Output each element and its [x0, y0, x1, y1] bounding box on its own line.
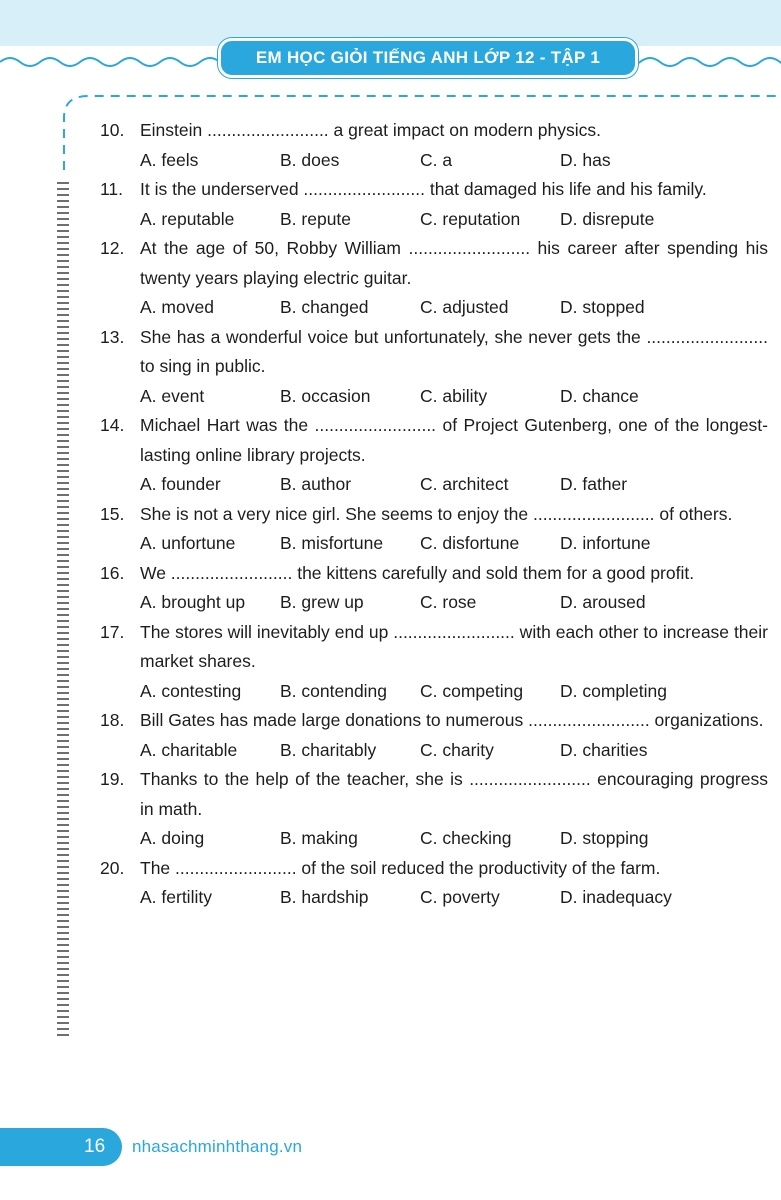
- option-a: A. contesting: [140, 680, 242, 701]
- option-a: A. brought up: [140, 592, 246, 612]
- option-a: A. moved: [140, 297, 214, 317]
- option-c: C. architect: [420, 474, 509, 494]
- question-list: [100, 116, 768, 913]
- option-b: B. hardship: [280, 887, 369, 907]
- question-number: 12.: [100, 238, 125, 258]
- question-text: She has a wonderful voice but unfortunately, she never gets the ......................... to sing in public.: [140, 326, 768, 376]
- question-number: 11.: [100, 179, 124, 199]
- question-number: 19.: [100, 769, 125, 789]
- question-item: [100, 116, 768, 175]
- question-text: Thanks to the help of the teacher, she is ......................... encouraging progress in math.: [140, 769, 768, 819]
- question-item: [100, 411, 768, 500]
- question-item: [100, 500, 768, 559]
- question-number: 10.: [100, 120, 125, 140]
- option-b: B. occasion: [280, 385, 371, 406]
- option-a: A. fertility: [140, 887, 212, 907]
- option-a: A. feels: [140, 149, 199, 170]
- option-d: D. stopped: [560, 297, 645, 317]
- question-number: 18.: [100, 710, 125, 730]
- question-text: Michael Hart was the ......................... of Project Gutenberg, one of the longest-lasting online library projects.: [140, 415, 768, 465]
- option-a: A. founder: [140, 474, 221, 494]
- option-b: B. making: [280, 828, 358, 848]
- question-item: [100, 618, 768, 707]
- option-d: D. inadequacy: [560, 887, 672, 907]
- option-d: D. stopping: [560, 828, 649, 848]
- question-item: [100, 854, 768, 913]
- question-number: 20.: [100, 857, 125, 878]
- option-a: A. charitable: [140, 739, 238, 760]
- option-d: D. completing: [560, 680, 667, 701]
- option-b: B. changed: [280, 297, 369, 317]
- question-text: The ......................... of the soil reduced the productivity of the farm.: [140, 857, 661, 878]
- option-c: C. disfortune: [420, 533, 520, 553]
- option-c: C. adjusted: [420, 297, 509, 317]
- option-b: B. misfortune: [280, 533, 384, 553]
- option-c: C. reputation: [420, 208, 521, 229]
- option-d: D. disrepute: [560, 208, 655, 229]
- question-number: 14.: [100, 415, 125, 435]
- option-a: A. event: [140, 385, 205, 406]
- question-text: She is not a very nice girl. She seems to enjoy the ......................... of others.: [140, 503, 733, 524]
- question-text: The stores will inevitably end up ......................... with each other to increase their market shares.: [140, 621, 768, 671]
- option-c: C. a: [420, 149, 453, 170]
- option-d: D. charities: [560, 739, 648, 760]
- option-d: D. aroused: [560, 592, 646, 612]
- option-c: C. charity: [420, 739, 494, 760]
- question-item: [100, 323, 768, 412]
- question-number: 17.: [100, 621, 125, 642]
- question-item: [100, 234, 768, 323]
- question-text: Bill Gates has made large donations to numerous ......................... organizations.: [140, 710, 764, 730]
- option-a: A. unfortune: [140, 533, 236, 553]
- option-b: B. repute: [280, 208, 352, 229]
- question-text: At the age of 50, Robby William ......................... his career after spending his twenty years playing electric guitar.: [140, 238, 768, 288]
- question-number: 16.: [100, 562, 125, 583]
- option-c: C. rose: [420, 592, 477, 612]
- page-number: 16: [84, 1136, 106, 1157]
- option-c: C. checking: [420, 828, 512, 848]
- option-d: D. chance: [560, 385, 639, 406]
- option-b: B. grew up: [280, 592, 364, 612]
- question-item: [100, 559, 768, 618]
- question-text: It is the underserved ......................... that damaged his life and his family.: [140, 179, 707, 199]
- option-b: B. charitably: [280, 739, 377, 760]
- question-item: [100, 706, 768, 765]
- page-header-title: EM HỌC GIỎI TIẾNG ANH LỚP 12 - TẬP 1: [218, 38, 638, 78]
- question-item: [100, 175, 768, 234]
- option-d: D. infortune: [560, 533, 651, 553]
- option-c: C. poverty: [420, 887, 500, 907]
- option-d: D. father: [560, 474, 628, 494]
- option-b: B. author: [280, 474, 352, 494]
- question-item: [100, 765, 768, 854]
- spine-ruler-decoration: [57, 182, 69, 1040]
- question-number: 13.: [100, 326, 125, 347]
- option-a: A. doing: [140, 828, 205, 848]
- option-a: A. reputable: [140, 208, 235, 229]
- publisher-website: nhasachminhthang.vn: [132, 1137, 303, 1156]
- question-number: 15.: [100, 503, 125, 524]
- option-c: C. ability: [420, 385, 488, 406]
- question-text: Einstein ......................... a great impact on modern physics.: [140, 120, 602, 140]
- option-d: D. has: [560, 149, 611, 170]
- option-b: B. contending: [280, 680, 388, 701]
- option-b: B. does: [280, 149, 340, 170]
- question-text: We ......................... the kittens carefully and sold them for a good profit.: [140, 562, 695, 583]
- option-c: C. competing: [420, 680, 524, 701]
